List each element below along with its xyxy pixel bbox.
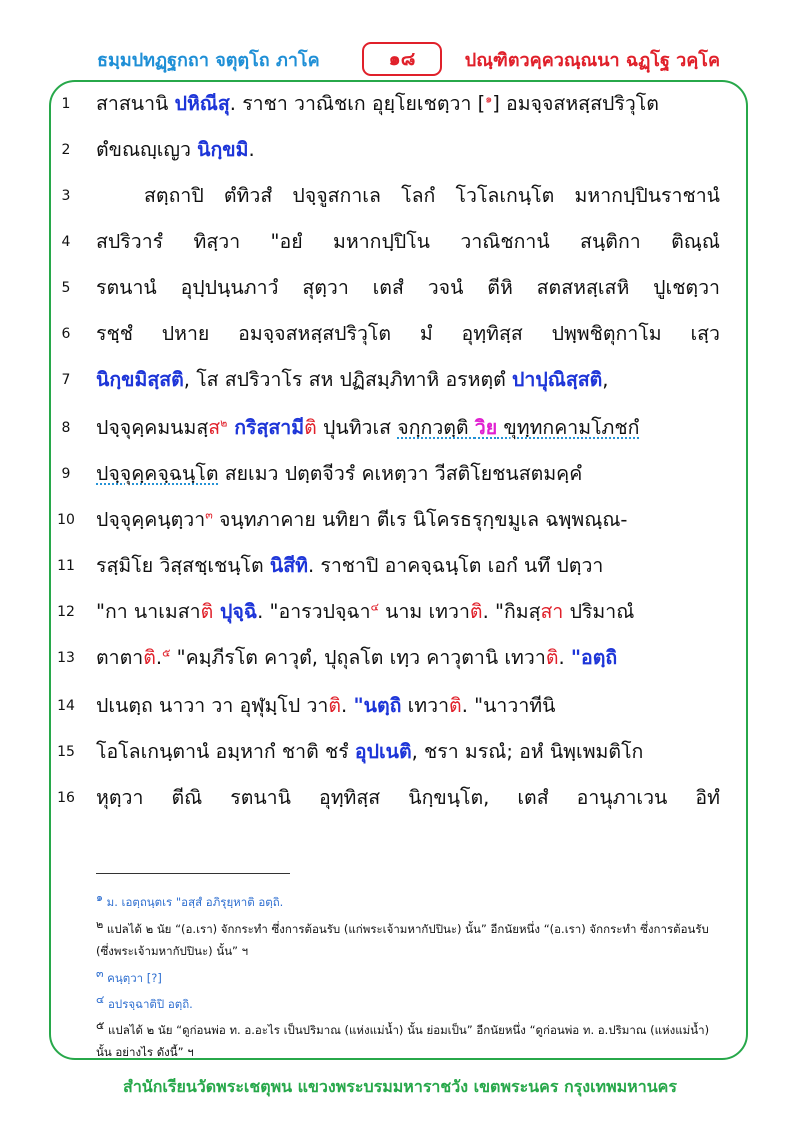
word: สนฺติกา bbox=[580, 230, 641, 253]
keyword: ปุจฺฉิ bbox=[213, 600, 258, 623]
text-run: , โส สปริวาโร สห ปฏิสมฺภิทาหิ อรหตฺตํ bbox=[183, 368, 513, 391]
text-line-12 bbox=[96, 596, 720, 627]
text-line-13 bbox=[96, 642, 720, 673]
word: ตีณิ bbox=[171, 786, 203, 809]
highlight: ติ bbox=[545, 646, 559, 669]
footnote-mark: ๑ bbox=[96, 891, 103, 904]
word: รชฺชํ bbox=[96, 322, 133, 345]
footnote-mark: ๔ bbox=[96, 993, 105, 1006]
page-number-box bbox=[362, 42, 442, 76]
text-run: โอโลเกนฺตานํ อมฺหากํ ชาติ ชรํ bbox=[96, 740, 355, 763]
word: ปจฺจูสกาเล bbox=[292, 184, 381, 207]
word: นิกฺขนฺโต, bbox=[408, 786, 490, 809]
text-run: นาม เทวา bbox=[378, 600, 470, 623]
underlined-phrase: ปจฺจุคฺคจฺฉนฺโต bbox=[96, 462, 219, 485]
line-number: 8 bbox=[61, 420, 71, 436]
footnote-mark: ๕ bbox=[96, 1019, 105, 1032]
footnote-ref: ๓ bbox=[205, 508, 213, 522]
keyword: "นตฺถิ bbox=[353, 694, 402, 717]
word: อมจฺจสหสฺสปริวุโต bbox=[238, 322, 392, 345]
footnote-text: คนฺตฺวา [?] bbox=[103, 970, 162, 985]
footnote-ref: ๒ bbox=[220, 416, 228, 430]
word: วาณิชกานํ bbox=[460, 230, 550, 253]
keyword: กริสฺสามี bbox=[227, 416, 305, 439]
footnote-mark: ๒ bbox=[96, 918, 104, 931]
text-line-9 bbox=[96, 458, 720, 489]
text-run: จกฺกวตฺติ bbox=[397, 416, 475, 439]
line-number: 14 bbox=[57, 698, 75, 714]
text-run: ปเนตฺถ นาวา วา อุฬุมฺโป วา bbox=[96, 694, 329, 717]
text-line-4 bbox=[96, 226, 720, 257]
keyword: อุปเนติ bbox=[354, 740, 412, 763]
footnote-4 bbox=[96, 989, 730, 1015]
line-number: 7 bbox=[61, 372, 71, 388]
line-number: 16 bbox=[57, 790, 75, 806]
word: สุตฺวา bbox=[302, 276, 349, 299]
keyword: ปหิณีสุ bbox=[174, 92, 230, 115]
word: ปหาย bbox=[161, 322, 210, 345]
header-chapter-title: ปณฺฑิตวคฺควณฺณนา ฉฏฺโฐ วคฺโค bbox=[464, 50, 720, 71]
line-number: 13 bbox=[57, 650, 75, 666]
keyword: "อตฺถิ bbox=[570, 646, 618, 669]
text-run: ปริมาณํ bbox=[563, 600, 635, 623]
highlight: ติ bbox=[328, 694, 342, 717]
keyword: นิกฺขมิ bbox=[197, 138, 249, 161]
word: วจนํ bbox=[427, 276, 464, 299]
highlight: ติ bbox=[200, 600, 214, 623]
line-number: 10 bbox=[57, 512, 75, 528]
header-book-title: ธมฺมปทฏฺฐกถา จตุตฺโถ ภาโค bbox=[97, 50, 320, 71]
keyword: นิสีทิ bbox=[269, 554, 308, 577]
word: ติณฺณํ bbox=[671, 230, 720, 253]
text-run: ตาตา bbox=[96, 646, 144, 669]
text-run: ] อมจฺจสหสฺสปริวุโต bbox=[492, 92, 659, 115]
footnote-5 bbox=[96, 1015, 730, 1063]
footnote-text-cont: นั้น อย่างไร ดังนี้” ฯ bbox=[96, 1044, 194, 1059]
text-run: ปจฺจุคฺคมนมสฺ bbox=[96, 416, 209, 439]
footnote-divider bbox=[96, 873, 290, 874]
text-line-16 bbox=[96, 782, 720, 813]
text-line-11 bbox=[96, 550, 720, 581]
page-number: ๑๘ bbox=[388, 48, 416, 70]
text-run: ขุทฺทกคามโภชกํ bbox=[497, 416, 640, 439]
line-number: 3 bbox=[61, 188, 71, 204]
highlight: ติ bbox=[143, 646, 156, 669]
text-line-14 bbox=[96, 690, 720, 721]
word: มหากปฺปิโน bbox=[332, 230, 431, 253]
word: โวโลเกนฺโต bbox=[455, 184, 555, 207]
word: รตนานํ bbox=[96, 276, 157, 299]
word: อานุภาเวน bbox=[576, 786, 668, 809]
footer-institution: สำนักเรียนวัดพระเชตุพน แขวงพระบรมมหาราชวัง เขตพระนคร กรุงเทพมหานคร bbox=[123, 1077, 677, 1096]
line-number: 15 bbox=[57, 744, 75, 760]
text-line-2 bbox=[96, 134, 720, 165]
word: ปพฺพชิตุกาโม bbox=[551, 322, 662, 345]
word: เตสํ bbox=[517, 786, 549, 809]
line-number: 6 bbox=[61, 326, 71, 342]
text-run: . bbox=[155, 646, 163, 669]
highlight: ติ bbox=[304, 416, 317, 439]
text-run: รสฺมิโย วิสฺสชฺเชนฺโต bbox=[96, 554, 270, 577]
text-line-3 bbox=[144, 180, 720, 211]
text-run: . "กิมสฺ bbox=[482, 600, 541, 623]
word: โลกํ bbox=[401, 184, 436, 207]
text-run: , bbox=[602, 368, 609, 391]
text-run: "คมฺภีรโต คาวุตํ, ปุถุลโต เทฺว คาวุตานิ เทวา bbox=[170, 646, 546, 669]
word: อุทฺทิสฺส bbox=[461, 322, 523, 345]
line-number: 1 bbox=[61, 96, 71, 112]
text-run: ตํขณญฺเญว bbox=[96, 138, 198, 161]
word: ทิสฺวา bbox=[193, 230, 241, 253]
footnote-ref: ๔ bbox=[370, 600, 379, 614]
line-number: 9 bbox=[61, 466, 71, 482]
underlined-phrase bbox=[397, 416, 639, 439]
word: ปูเชตฺวา bbox=[653, 276, 720, 299]
text-line-7 bbox=[96, 364, 720, 395]
footnote-mark: ๓ bbox=[96, 967, 104, 980]
text-run: , ชรา มรณํ; อหํ นิพฺเพมติโก bbox=[411, 740, 644, 763]
footnote-text: แปลได้ ๒ นัย “ดูก่อนพ่อ ท. อ.อะไร เป็นปริมาณ (แห่งแม่น้ำ) นั้น ย่อมเป็น” อีกนัยหนึ่ง “ดูก่อนพ่อ ท. อ.ปริมาณ (แห่งแม่น้ำ) bbox=[104, 1022, 710, 1037]
footnote-text: ม. เอตฺถนฺตเร "อสฺสํ อภิรุยฺหาติ อตฺถิ. bbox=[102, 894, 284, 909]
word: เตสํ bbox=[372, 276, 404, 299]
word: สตสหสฺเสหิ bbox=[536, 276, 630, 299]
keyword: ปาปุณิสฺสติ bbox=[512, 368, 603, 391]
text-run: สาสนานิ bbox=[96, 92, 175, 115]
footnote-1 bbox=[96, 887, 730, 913]
highlight: ส bbox=[208, 416, 221, 439]
word: สตฺถาปิ bbox=[144, 184, 204, 207]
text-run: . "นาวาทีนิ bbox=[461, 694, 556, 717]
highlight: ติ bbox=[469, 600, 483, 623]
text-run: . ราชาปิ อาคจฺฉนฺโต เอกํ นทึ ปตฺวา bbox=[307, 554, 604, 577]
word: หุตฺวา bbox=[96, 786, 144, 809]
text-line-5 bbox=[96, 272, 720, 303]
word: อิทํ bbox=[695, 786, 720, 809]
keyword-magenta: วิย bbox=[474, 416, 498, 439]
highlight: ติ bbox=[449, 694, 462, 717]
footnote-text: แปลได้ ๒ นัย “(อ.เรา) จักกระทำ ซึ่งการต้อนรับ (แก่พระเจ้ามหากัปปินะ) นั้น” อีกนัยหนึ่ง “(อ.เรา) จักกระทำ ซึ่งการต้อนรับ bbox=[103, 921, 709, 936]
word: อุปฺปนฺนภาวํ bbox=[180, 276, 279, 299]
word: "อยํ bbox=[270, 230, 303, 253]
footnote-text-cont: (ซึ่งพระเจ้ามหากัปปินะ) นั้น” ฯ bbox=[96, 943, 249, 958]
word: สปริวารํ bbox=[96, 230, 164, 253]
text-run: ปุนทิวเส bbox=[316, 416, 398, 439]
footnote-2 bbox=[96, 914, 730, 962]
text-run: . "อารวปจฺฉา bbox=[257, 600, 371, 623]
footnote-3 bbox=[96, 963, 730, 989]
text-run: เทวา bbox=[401, 694, 450, 717]
text-line-8 bbox=[96, 412, 720, 443]
text-run: "กา นาเมสา bbox=[96, 600, 201, 623]
text-run: . bbox=[248, 138, 255, 161]
word: เสฺว bbox=[690, 322, 720, 345]
line-number: 4 bbox=[61, 234, 71, 250]
keyword: นิกฺขมิสฺสติ bbox=[96, 368, 184, 391]
text-line-1 bbox=[96, 88, 720, 119]
text-run: จนฺทภาคาย นทิยา ตีเร นิโครธรุกฺขมูเล ฉพฺพณฺณ- bbox=[212, 508, 628, 531]
word: อุทฺทิสฺส bbox=[318, 786, 381, 809]
word: มหากปฺปินราชานํ bbox=[574, 184, 720, 207]
text-run: สยเมว ปตฺตจีวรํ คเหตฺวา วีสติโยชนสตมคฺคํ bbox=[218, 462, 583, 485]
text-line-10 bbox=[96, 504, 720, 535]
line-number: 5 bbox=[61, 280, 71, 296]
word: ตีหิ bbox=[487, 276, 513, 299]
text-run: . bbox=[341, 694, 354, 717]
footnote-ref: ๑ bbox=[485, 92, 493, 106]
word: มํ bbox=[419, 322, 433, 345]
text-run: . bbox=[558, 646, 571, 669]
line-number: 2 bbox=[61, 142, 71, 158]
footnote-ref: ๕ bbox=[162, 646, 171, 660]
line-number: 11 bbox=[57, 558, 75, 574]
line-number: 12 bbox=[57, 604, 75, 620]
text-line-6 bbox=[96, 318, 720, 349]
word: ตํทิวสํ bbox=[223, 184, 273, 207]
text-run: ปจฺจุคฺคนฺตฺวา bbox=[96, 508, 206, 531]
text-line-15 bbox=[96, 736, 720, 767]
word: รตนานิ bbox=[230, 786, 291, 809]
highlight: สา bbox=[540, 600, 564, 623]
text-run: . ราชา วาณิชเก อุยฺโยเชตฺวา [ bbox=[229, 92, 486, 115]
footnote-text: อปรจฺฉาติปิ อตฺถิ. bbox=[104, 996, 193, 1011]
